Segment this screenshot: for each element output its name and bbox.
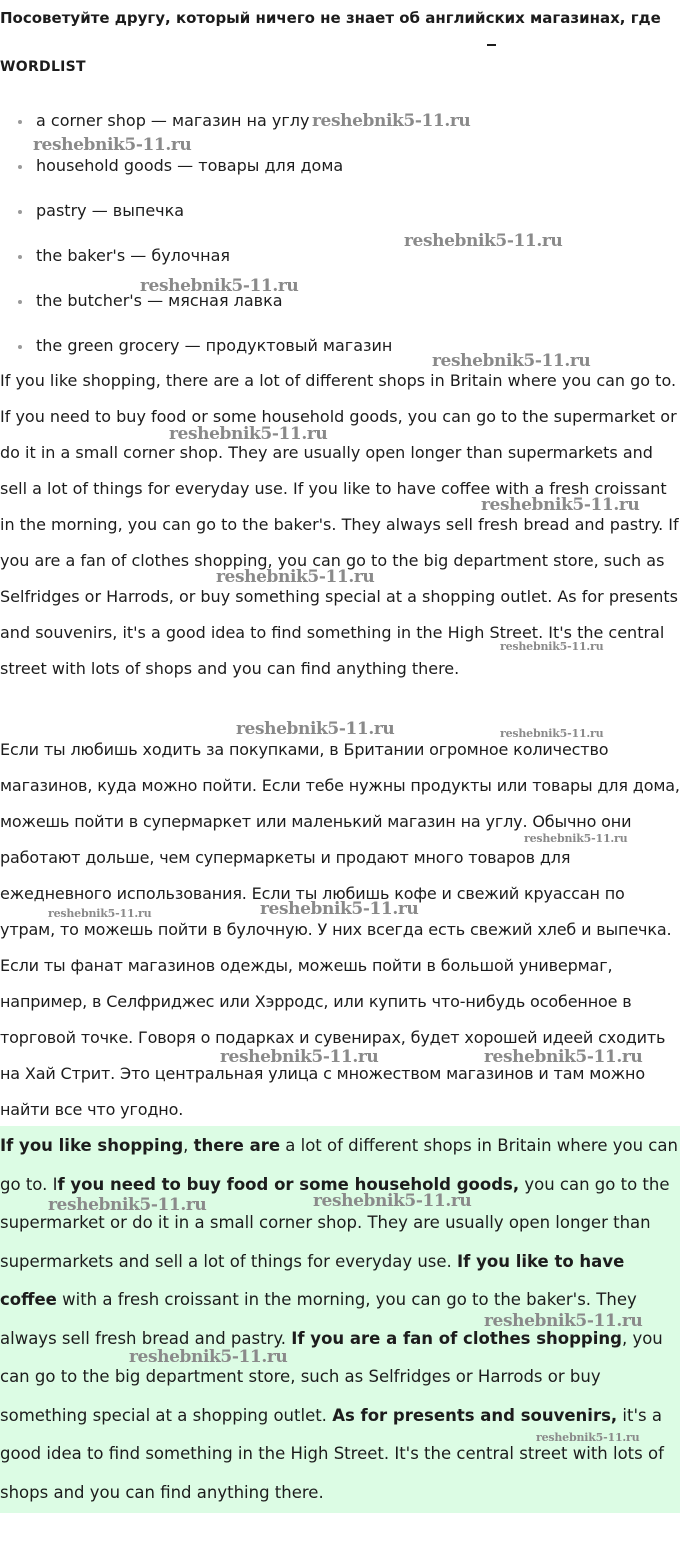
- watermark: reshebnik5-11.ru: [169, 424, 328, 444]
- answer-text: it's a good idea to find something in the High Street. It's the central street with lots of shops and you can find anything there.: [0, 1405, 664, 1502]
- wordlist-title: WORDLIST: [0, 59, 86, 75]
- watermark: reshebnik5-11.ru: [404, 231, 563, 251]
- key-phrase: If you are a fan of clothes shopping: [291, 1328, 622, 1348]
- answer-paragraph-english: If you like shopping, there are a lot of different shops in Britain where you can go to. If you need to buy food or some household goods, you can go to the supermarket or do it in a small corner shop. They are usually open longer than supermarkets and sell a lot of things for everyday use. If you like to have coffee with a fresh croissant in the morning, you can go to the baker's. They always sell fresh bread and pastry. If you are a fan of clothes shopping, you can go to the big department store, such as Selfridges or Harrods, or buy something special at a shopping outlet. As for presents and souvenirs, it's a good idea to find something in the High Street. It's the central street with lots of shops and you can find anything there.: [0, 371, 679, 678]
- answer-paragraph-russian: Если ты любишь ходить за покупками, в Британии огромное количество магазинов, куда можно пойти. Если тебе нужны продукты или товары для дома, можешь пойти в супермаркет или маленький магазин на углу. Обычно они работают дольше, чем супермаркеты и продают много товаров для ежедневного использования. Если ты любишь кофе и свежий круассан по утрам, то можешь пойти в булочную. У них всегда есть свежий хлеб и выпечка. Если ты фанат магазинов одежды, можешь пойти в большой универмаг, например, в Селфриджес или Хэрродс, или купить что-нибудь особенное в торговой точке. Говоря о подарках и сувенирах, будет хорошей идеей сходить на Хай Стрит. Это центральная улица с множеством магазинов и там можно найти все что угодно.: [0, 740, 680, 1119]
- watermark: reshebnik5-11.ru: [48, 907, 152, 920]
- watermark: reshebnik5-11.ru: [484, 1047, 643, 1067]
- dash-mark: [487, 44, 496, 46]
- watermark: reshebnik5-11.ru: [481, 495, 640, 515]
- watermark: reshebnik5-11.ru: [236, 719, 395, 739]
- answer-text: you can go to the supermarket or do it in a small corner shop. They are usually open longer than supermarkets and sell a lot of things for everyday use.: [0, 1174, 670, 1271]
- watermark: reshebnik5-11.ru: [313, 1191, 472, 1211]
- wordlist: [0, 100, 680, 370]
- wordlist-item: household goods — товары для дома: [0, 145, 680, 190]
- watermark: reshebnik5-11.ru: [432, 351, 591, 371]
- key-phrase: there are: [193, 1136, 281, 1155]
- wordlist-item: pastry — выпечка: [0, 190, 680, 235]
- key-phrase: If you like to have coffee: [0, 1251, 625, 1309]
- wordlist-item: the baker's — булочная: [0, 235, 680, 280]
- exercise-heading: Посоветуйте другу, который ничего не знает об английских магазинах, где: [0, 9, 661, 27]
- watermark: reshebnik5-11.ru: [216, 567, 375, 587]
- watermark: reshebnik5-11.ru: [536, 1431, 640, 1444]
- wordlist-item: a corner shop — магазин на углу: [0, 100, 680, 145]
- watermark: reshebnik5-11.ru: [500, 727, 604, 740]
- watermark: reshebnik5-11.ru: [260, 899, 419, 919]
- key-phrase: As for presents and souvenirs,: [332, 1405, 618, 1425]
- answer-text: , you can go to the big department store, such as Selfridges or Harrods or buy something special at a shopping outlet.: [0, 1328, 663, 1425]
- key-phrase: If you like shopping: [0, 1136, 184, 1155]
- wordlist-item: the green grocery — продуктовый магазин: [0, 325, 680, 370]
- wordlist-item: the butcher's — мясная лавка: [0, 280, 680, 325]
- watermark: reshebnik5-11.ru: [312, 111, 471, 131]
- watermark: reshebnik5-11.ru: [129, 1347, 288, 1367]
- watermark: reshebnik5-11.ru: [524, 832, 628, 845]
- watermark: reshebnik5-11.ru: [33, 135, 192, 155]
- watermark: reshebnik5-11.ru: [500, 640, 604, 653]
- answer-text: ,: [183, 1136, 194, 1155]
- watermark: reshebnik5-11.ru: [140, 276, 299, 296]
- watermark: reshebnik5-11.ru: [48, 1195, 207, 1215]
- watermark: reshebnik5-11.ru: [484, 1311, 643, 1331]
- answer-text: a lot of different shops in Britain where you can go to. I: [0, 1136, 678, 1194]
- watermark: reshebnik5-11.ru: [220, 1047, 379, 1067]
- highlighted-answer-paragraph: [0, 1127, 680, 1512]
- key-phrase: f you need to buy food or some household goods,: [57, 1174, 520, 1194]
- answer-text: with a fresh croissant in the morning, you can go to the baker's. They always sell fresh bread and pastry.: [0, 1290, 637, 1348]
